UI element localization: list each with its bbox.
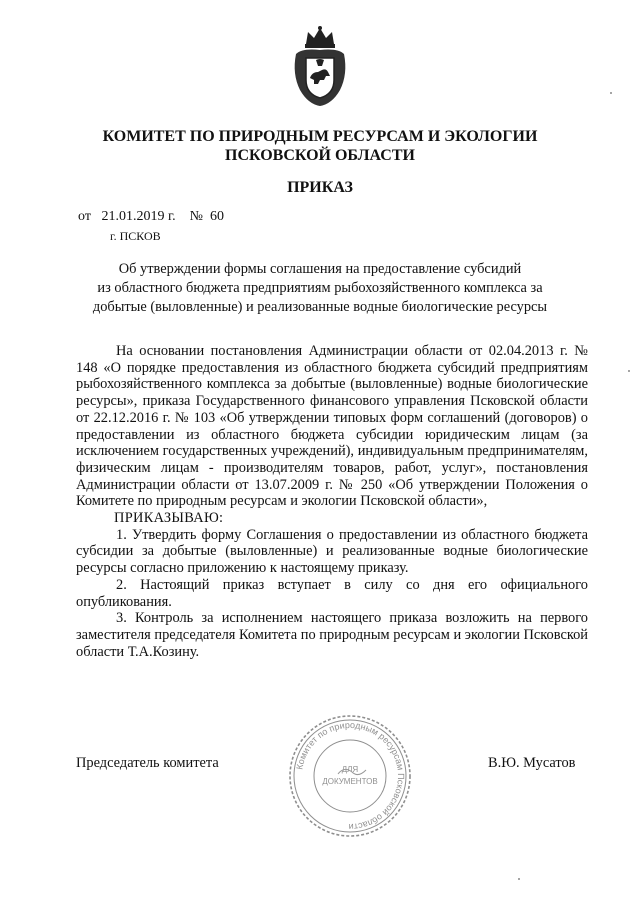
signatory-position: Председатель комитета: [76, 755, 219, 771]
number-sign: №: [189, 209, 203, 224]
date-number-line: [78, 209, 224, 225]
org-name-line-1: КОМИТЕТ ПО ПРИРОДНЫМ РЕСУРСАМ И ЭКОЛОГИИ: [102, 128, 538, 145]
order-directive-word: ПРИКАЗЫВАЮ:: [114, 510, 224, 527]
document-type: ПРИКАЗ: [287, 179, 353, 196]
scan-speck: [628, 370, 630, 372]
city: г. ПСКОВ: [110, 229, 161, 243]
scan-speck: [518, 878, 520, 880]
round-seal-stamp-icon: [286, 712, 414, 840]
order-item: 1. Утвердить форму Соглашения о предоставлении из областного бюджета субсидии за добытые (выловленные) и реализованные водные биологические ресурсы согласно приложению к настоящему приказу.: [76, 526, 588, 577]
order-number: 60: [209, 209, 224, 224]
order-date: 21.01.2019 г.: [101, 209, 176, 224]
date-prefix: от: [78, 209, 91, 224]
order-body: [76, 343, 588, 660]
org-name-line-2: ПСКОВСКОЙ ОБЛАСТИ: [225, 147, 415, 164]
order-subject: [70, 260, 570, 317]
signatory-name: В.Ю. Мусатов: [488, 755, 576, 771]
subject-line: добытые (выловленные) и реализованные водные биологические ресурсы: [92, 299, 548, 315]
svg-text:Комитет по природным ресурсам: Комитет по природным ресурсам Псковской области: [294, 719, 407, 833]
svg-text:ДЛЯ: ДЛЯ: [341, 765, 359, 774]
preamble-paragraph: На основании постановления Администрации области от 02.04.2013 г. № 148 «О порядке предоставления из областного бюджета субсидий предприятиям рыбохозяйственного комплекса за добытые (выловленные) водные биологические ресурсы», приказа Государственного финансового управления Псковской области от 22.12.2016 г. № 103 «Об утверждении типовых форм соглашений (договоров) о предоставлении из областного бюджета субсидии юридическим лицам (за исключением государственных учреждений), индивидуальным предпринимателям, физическим лицам - производителям товаров, работ, услуг», постановления Администрации области от 13.07.2009 г. № 250 «Об утверждении Положения о Комитете по природным ресурсам и экологии Псковской области»,: [76, 343, 588, 510]
subject-line: Об утверждении формы соглашения на предоставление субсидий: [118, 261, 522, 277]
order-item: 3. Контроль за исполнением настоящего приказа возложить на первого заместителя председателя Комитета по природным ресурсам и экологии Псковской области Т.А.Козину.: [76, 610, 588, 660]
pskov-coat-of-arms-icon: [288, 24, 352, 108]
scan-speck: [610, 92, 612, 94]
subject-line: из областного бюджета предприятиям рыбохозяйственного комплекса за: [97, 280, 543, 296]
svg-text:ДОКУМЕНТОВ: ДОКУМЕНТОВ: [322, 777, 378, 786]
order-item: 2. Настоящий приказ вступает в силу со дня его официального опубликования.: [76, 576, 588, 610]
